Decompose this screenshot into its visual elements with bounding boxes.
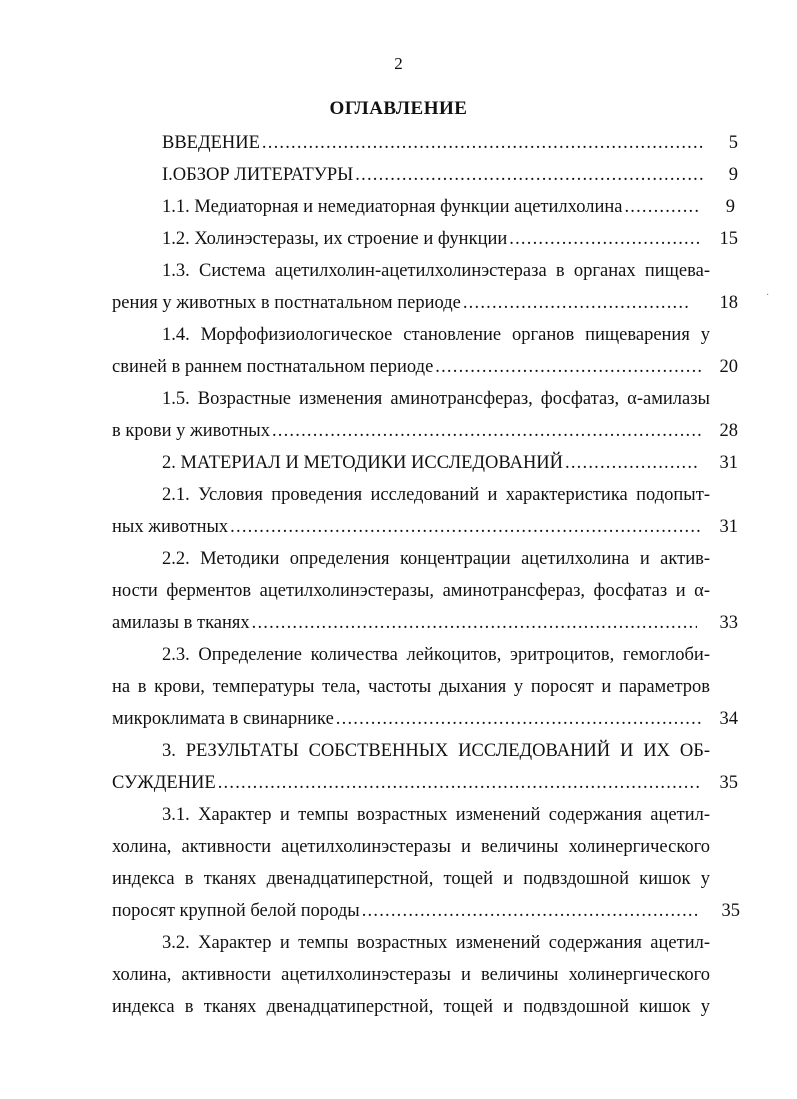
toc-text: 1.1. Медиаторная и немедиаторная функции ацетилхолина xyxy=(162,197,623,217)
leader-dots xyxy=(228,514,702,540)
toc-entry-2-3-line1[interactable]: 2.3. Определение количества лейкоцитов, эритроцитов, гемоглоби- xyxy=(162,645,710,665)
page-title: ОГЛАВЛЕНИЕ xyxy=(329,98,468,119)
toc-page-number: 33 xyxy=(719,613,738,633)
toc-page-number: 31 xyxy=(719,453,738,473)
leader-dots xyxy=(622,194,700,220)
toc-entry-1-4-line1[interactable]: 1.4. Морфофизиологическое становление органов пищеварения у xyxy=(162,325,710,345)
toc-entry-3-2-line2[interactable]: холина, активности ацетилхолинэстеразы и величины холинергического xyxy=(112,965,710,985)
toc-entry-2-2-line3[interactable] xyxy=(112,610,697,636)
leader-dots xyxy=(216,770,700,796)
leader-dots xyxy=(433,354,702,380)
toc-page-number: 20 xyxy=(719,357,738,377)
toc-entry-2-1-line2[interactable] xyxy=(112,514,702,540)
toc-page-number: 9 xyxy=(725,197,735,217)
toc-text: свиней в раннем постнатальном периоде xyxy=(112,357,434,377)
leader-dots xyxy=(353,162,703,188)
toc-entry-3-2-line3[interactable]: индекса в тканях двенадцатиперстной, тощей и подвздошной кишок у xyxy=(112,997,710,1017)
page-number: 2 xyxy=(394,54,403,73)
toc-entry-3-1-line4[interactable] xyxy=(112,898,700,924)
toc-text: ных животных xyxy=(112,517,229,537)
toc-entry-1-3-line2[interactable] xyxy=(112,290,690,316)
leader-dots xyxy=(260,130,703,156)
toc-text: амилазы в тканях xyxy=(112,613,250,633)
toc-page-number: 15 xyxy=(719,229,738,249)
toc-text: рения у животных в постнатальном периоде xyxy=(112,293,461,313)
toc-text: микроклимата в свинарнике xyxy=(112,709,334,729)
toc-entry-chapter-3-line2[interactable] xyxy=(112,770,700,796)
toc-text: 2. МАТЕРИАЛ И МЕТОДИКИ ИССЛЕДОВАНИЙ xyxy=(162,453,564,473)
scan-speck: · xyxy=(766,290,770,301)
toc-entry-literature-review[interactable] xyxy=(162,162,703,188)
leader-dots xyxy=(461,290,690,316)
toc-text: СУЖДЕНИЕ xyxy=(112,773,216,793)
leader-dots xyxy=(563,450,697,476)
toc-entry-1-5-line1[interactable]: 1.5. Возрастные изменения аминотрансфераз, фосфатаз, α-амилазы xyxy=(162,389,710,409)
toc-page-number: 31 xyxy=(719,517,738,537)
toc-text: ВВЕДЕНИЕ xyxy=(162,133,260,153)
toc-page-number: 34 xyxy=(719,709,738,729)
toc-entry-2-3-line2[interactable]: на в крови, температуры тела, частоты дыхания у поросят и параметров xyxy=(112,677,710,697)
leader-dots xyxy=(270,418,702,444)
toc-text: 1.2. Холинэстеразы, их строение и функции xyxy=(162,229,508,249)
toc-entry-1-2[interactable] xyxy=(162,226,700,252)
toc-page-number: 35 xyxy=(719,773,738,793)
toc-page-number: 5 xyxy=(728,133,738,153)
toc-text: I.ОБЗОР ЛИТЕРАТУРЫ xyxy=(162,165,354,185)
toc-entry-2-2-line1[interactable]: 2.2. Методики определения концентрации ацетилхолина и актив- xyxy=(162,549,710,569)
toc-entry-3-1-line1[interactable]: 3.1. Характер и темпы возрастных изменений содержания ацетил- xyxy=(162,805,710,825)
toc-entry-1-5-line2[interactable] xyxy=(112,418,702,444)
leader-dots xyxy=(334,706,702,732)
toc-entry-1-3-line1[interactable]: 1.3. Система ацетилхолин-ацетилхолинэстераза в органах пищева- xyxy=(162,261,710,281)
toc-page-number: 28 xyxy=(719,421,738,441)
toc-page-number: 18 xyxy=(719,293,738,313)
toc-text: поросят крупной белой породы xyxy=(112,901,360,921)
toc-entry-3-1-line3[interactable]: индекса в тканях двенадцатиперстной, тощей и подвздошной кишок у xyxy=(112,869,710,889)
toc-entry-3-2-line1[interactable]: 3.2. Характер и темпы возрастных изменений содержания ацетил- xyxy=(162,933,710,953)
toc-entry-3-1-line2[interactable]: холина, активности ацетилхолинэстеразы и величины холинергического xyxy=(112,837,710,857)
toc-entry-2-1-line1[interactable]: 2.1. Условия проведения исследований и характеристика подопыт- xyxy=(162,485,710,505)
toc-page-number: 9 xyxy=(728,165,738,185)
toc-entry-2-2-line2[interactable]: ности ферментов ацетилхолинэстеразы, аминотрансфераз, фосфатаз и α- xyxy=(112,581,710,601)
toc-text: в крови у животных xyxy=(112,421,270,441)
toc-entry-chapter-2[interactable] xyxy=(162,450,697,476)
toc-entry-chapter-3-line1[interactable]: 3. РЕЗУЛЬТАТЫ СОБСТВЕННЫХ ИССЛЕДОВАНИЙ И ИХ ОБ- xyxy=(162,741,710,761)
toc-entry-2-3-line3[interactable] xyxy=(112,706,702,732)
leader-dots xyxy=(250,610,697,636)
toc-entry-1-1[interactable] xyxy=(162,194,700,220)
toc-page-number: 35 xyxy=(721,901,740,921)
toc-entry-1-4-line2[interactable] xyxy=(112,354,702,380)
leader-dots xyxy=(507,226,700,252)
leader-dots xyxy=(360,898,700,924)
toc-entry-introduction[interactable] xyxy=(162,130,703,156)
